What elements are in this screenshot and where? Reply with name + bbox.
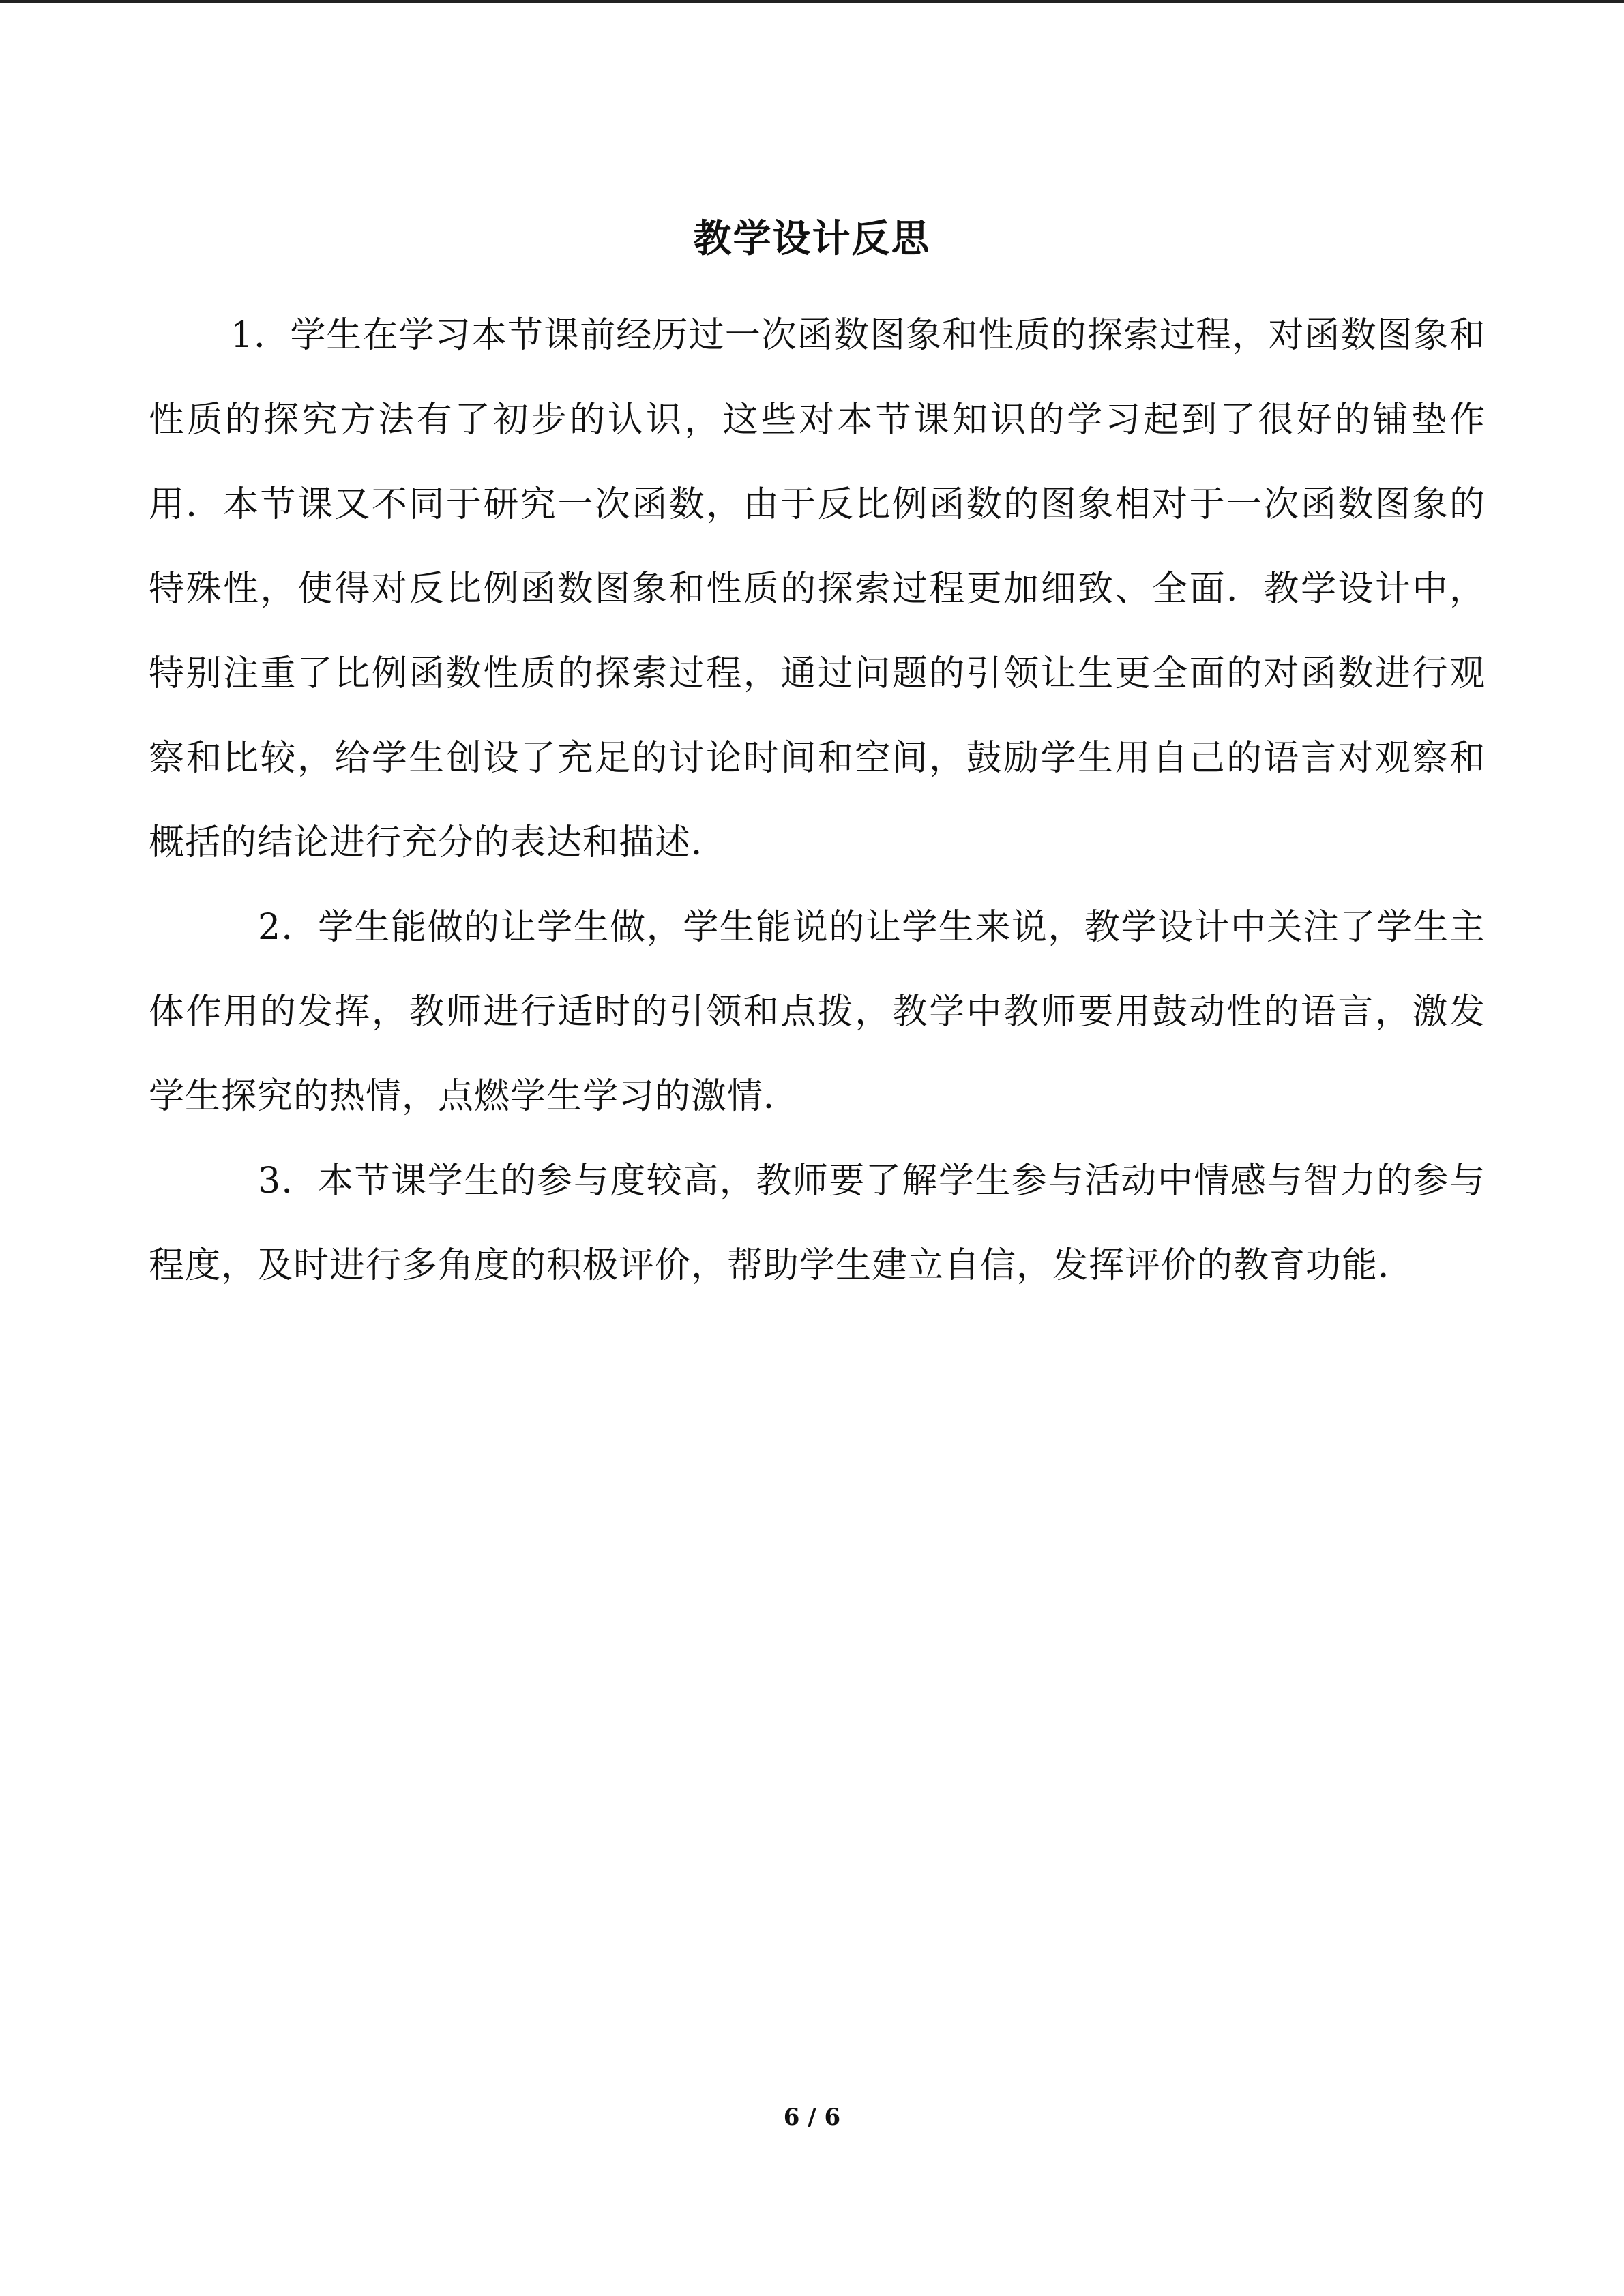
document-title: 教学设计反思 xyxy=(693,216,931,261)
document-body xyxy=(149,293,1486,1308)
page-number: 6 / 6 xyxy=(783,2104,841,2131)
paragraph-3: 3．本节课学生的参与度较高，教师要了解学生参与活动中情感与智力的参与程度，及时进行多角度的积极评价，帮助学生建立自信，发挥评价的教育功能． xyxy=(149,1161,1486,1286)
paragraph-2: 2．学生能做的让学生做，学生能说的让学生来说，教学设计中关注了学生主体作用的发挥，教师进行适时的引领和点拨，教学中教师要用鼓动性的语言，激发学生探究的热情，点燃学生学习的激情． xyxy=(149,907,1486,1117)
paragraph-1: 1．学生在学习本节课前经历过一次函数图象和性质的探索过程，对函数图象和性质的探究方法有了初步的认识，这些对本节课知识的学习起到了很好的铺垫作用．本节课又不同于研究一次函数，由于反比例函数的图象相对于一次函数图象的特殊性，使得对反比例函数图象和性质的探索过程更加细致、全面．教学设计中，特别注重了比例函数性质的探索过程，通过问题的引领让生更全面的对函数进行观察和比较，给学生创设了充足的讨论时间和空间，鼓励学生用自己的语言对观察和概括的结论进行充分的表达和描述． xyxy=(149,315,1486,863)
page-top-border xyxy=(0,0,1624,3)
